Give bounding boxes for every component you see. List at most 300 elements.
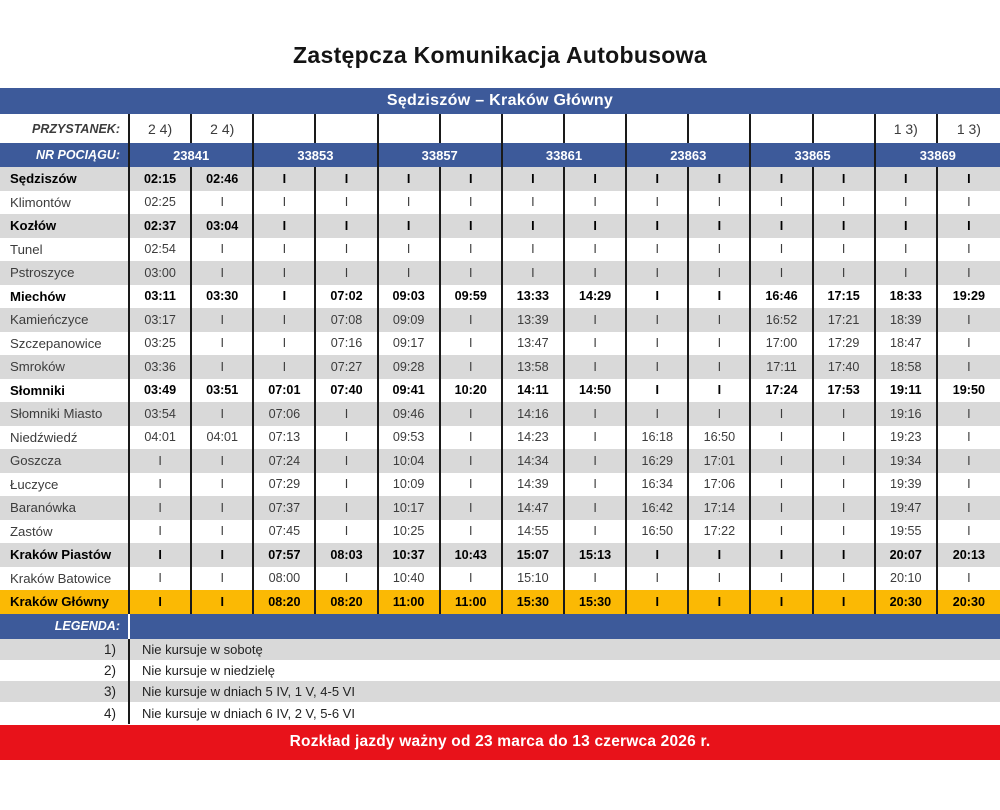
pass-mark-cell: I: [751, 402, 813, 426]
pass-mark-cell: I: [751, 238, 813, 262]
pass-mark-cell: I: [192, 402, 254, 426]
time-cell: 13:47: [503, 332, 565, 356]
pass-mark-cell: I: [814, 543, 876, 567]
pass-mark-cell: I: [876, 167, 938, 191]
time-cell: 03:36: [130, 355, 192, 379]
table-row: [0, 449, 1000, 473]
pass-mark-cell: I: [379, 167, 441, 191]
time-cell: 07:45: [254, 520, 316, 544]
train-number: 33853: [254, 143, 378, 167]
pass-mark-cell: I: [192, 449, 254, 473]
pass-mark-cell: I: [967, 171, 971, 186]
time-cell: 14:29: [565, 285, 627, 309]
time-cell: 03:54: [130, 402, 192, 426]
timetable-body: [0, 167, 1000, 614]
pass-mark-cell: I: [627, 308, 689, 332]
time-cell: 16:34: [627, 473, 689, 497]
station-name: Kraków Batowice: [0, 567, 130, 591]
pass-mark-cell: I: [814, 567, 876, 591]
time-cell: 08:03: [316, 543, 378, 567]
time-cell: 15:30: [565, 590, 627, 614]
legend-item: [0, 639, 1000, 660]
time-cell: 18:47: [876, 332, 938, 356]
pass-mark-cell: I: [316, 473, 378, 497]
pass-mark-cell: I: [441, 520, 503, 544]
legend-item-number: 3): [0, 681, 130, 702]
pass-mark-cell: I: [254, 308, 316, 332]
pass-mark-cell: I: [751, 426, 813, 450]
pass-mark-cell: I: [254, 238, 316, 262]
time-cell: 13:39: [503, 308, 565, 332]
time-cell: 03:17: [130, 308, 192, 332]
pass-mark-cell: I: [751, 261, 813, 285]
time-cell: 14:16: [503, 402, 565, 426]
time-cell: 14:11: [503, 379, 565, 403]
time-cell: 19:23: [876, 426, 938, 450]
time-cell: 14:39: [503, 473, 565, 497]
pass-mark-cell: I: [441, 567, 503, 591]
time-cell: 03:30: [192, 285, 254, 309]
time-cell: 07:06: [254, 402, 316, 426]
pass-mark-cell: I: [316, 214, 378, 238]
pass-mark-cell: I: [316, 261, 378, 285]
pass-mark-cell: I: [192, 238, 254, 262]
pass-mark-cell: I: [192, 191, 254, 215]
pass-mark-cell: I: [876, 214, 938, 238]
pass-mark-cell: I: [814, 191, 876, 215]
pass-mark-cell: I: [441, 261, 503, 285]
time-cell: 19:11: [876, 379, 938, 403]
train-number: 33857: [379, 143, 503, 167]
legend-header-spacer: [130, 614, 1000, 639]
pass-mark-cell: I: [130, 449, 192, 473]
pass-mark-cell: I: [254, 285, 316, 309]
time-cell: 03:00: [130, 261, 192, 285]
pass-mark-cell: I: [565, 567, 627, 591]
route-header-bar: [0, 88, 1000, 114]
pass-mark-cell: I: [751, 543, 813, 567]
time-cell: 07:16: [316, 332, 378, 356]
time-cell: 17:29: [814, 332, 876, 356]
time-cell: 09:03: [379, 285, 441, 309]
time-cell: 18:33: [876, 285, 938, 309]
time-cell: 14:50: [565, 379, 627, 403]
pass-mark-cell: I: [503, 191, 565, 215]
time-cell: 07:37: [254, 496, 316, 520]
pass-mark-cell: I: [689, 167, 751, 191]
time-cell: 15:10: [503, 567, 565, 591]
time-cell: 14:34: [503, 449, 565, 473]
pass-mark-cell: I: [441, 449, 503, 473]
pass-mark-cell: I: [130, 567, 192, 591]
pass-mark-cell: I: [316, 449, 378, 473]
pass-mark-cell: I: [565, 402, 627, 426]
time-cell: 08:20: [254, 590, 316, 614]
time-cell: 11:00: [379, 590, 441, 614]
stop-notes-row: [0, 114, 1000, 143]
pass-mark-cell: I: [967, 406, 971, 421]
pass-mark-cell: I: [565, 214, 627, 238]
pass-mark-cell: I: [627, 332, 689, 356]
pass-mark-cell: I: [503, 261, 565, 285]
legend-item: [0, 681, 1000, 702]
time-cell: 17:00: [751, 332, 813, 356]
time-cell: 15:07: [503, 543, 565, 567]
pass-mark-cell: I: [814, 496, 876, 520]
pass-mark-cell: I: [441, 426, 503, 450]
time-cell: 14:55: [503, 520, 565, 544]
time-cell: 16:46: [751, 285, 813, 309]
pass-mark-cell: I: [254, 167, 316, 191]
pass-mark-cell: I: [689, 191, 751, 215]
pass-mark-cell: I: [192, 332, 254, 356]
time-cell: 17:14: [689, 496, 751, 520]
pass-mark-cell: I: [441, 355, 503, 379]
time-cell: 10:40: [379, 567, 441, 591]
time-cell: 19:29: [952, 289, 986, 304]
station-name: Kamieńczyce: [0, 308, 130, 332]
pass-mark-cell: I: [192, 520, 254, 544]
table-row: [0, 285, 1000, 309]
pass-mark-cell: I: [192, 543, 254, 567]
legend-item: [0, 702, 1000, 723]
station-name: Kozłów: [0, 214, 130, 238]
station-name: Goszcza: [0, 449, 130, 473]
table-row: [0, 238, 1000, 262]
table-row: [0, 567, 1000, 591]
stop-note-cell: [379, 114, 441, 143]
pass-mark-cell: I: [967, 218, 971, 233]
time-cell: 07:01: [254, 379, 316, 403]
pass-mark-cell: I: [967, 195, 971, 210]
pass-mark-cell: I: [565, 355, 627, 379]
pass-mark-cell: I: [565, 167, 627, 191]
stop-note-cell: 2 4): [130, 114, 192, 143]
pass-mark-cell: I: [254, 355, 316, 379]
time-cell: 16:52: [751, 308, 813, 332]
legend-item-text: Nie kursuje w sobotę: [142, 641, 263, 657]
table-row: [0, 496, 1000, 520]
time-cell: 03:25: [130, 332, 192, 356]
pass-mark-cell: I: [967, 242, 971, 257]
pass-mark-cell: I: [565, 496, 627, 520]
pass-mark-cell: I: [316, 402, 378, 426]
pass-mark-cell: I: [316, 167, 378, 191]
table-row: [0, 379, 1000, 403]
pass-mark-cell: I: [627, 567, 689, 591]
time-cell: 20:30: [952, 594, 986, 609]
stop-note-cell: [689, 114, 751, 143]
time-cell: 02:37: [130, 214, 192, 238]
pass-mark-cell: I: [316, 191, 378, 215]
pass-mark-cell: I: [876, 261, 938, 285]
station-name: Sędziszów: [0, 167, 130, 191]
station-name: Baranówka: [0, 496, 130, 520]
time-cell: 19:39: [876, 473, 938, 497]
time-cell: 07:40: [316, 379, 378, 403]
pass-mark-cell: I: [689, 402, 751, 426]
train-number: 33869: [919, 147, 956, 163]
time-cell: 16:29: [627, 449, 689, 473]
time-cell: 09:59: [441, 285, 503, 309]
time-cell: 07:27: [316, 355, 378, 379]
legend-item-number: 2): [0, 660, 130, 681]
pass-mark-cell: I: [876, 191, 938, 215]
pass-mark-cell: I: [565, 238, 627, 262]
time-cell: 16:42: [627, 496, 689, 520]
time-cell: 03:04: [192, 214, 254, 238]
pass-mark-cell: I: [192, 590, 254, 614]
pass-mark-cell: I: [130, 496, 192, 520]
pass-mark-cell: I: [689, 379, 751, 403]
pass-mark-cell: I: [751, 191, 813, 215]
legend-item-number: 1): [0, 639, 130, 660]
pass-mark-cell: I: [441, 473, 503, 497]
time-cell: 14:23: [503, 426, 565, 450]
time-cell: 04:01: [130, 426, 192, 450]
table-row: [0, 191, 1000, 215]
station-name: Klimontów: [0, 191, 130, 215]
stop-note-cell: 1 3): [876, 114, 938, 143]
station-name: Słomniki: [0, 379, 130, 403]
stop-header-label: PRZYSTANEK:: [0, 114, 130, 143]
train-number: 33861: [503, 143, 627, 167]
pass-mark-cell: I: [254, 214, 316, 238]
time-cell: 09:28: [379, 355, 441, 379]
time-cell: 19:34: [876, 449, 938, 473]
table-row: [0, 167, 1000, 191]
stop-note-cell: [627, 114, 689, 143]
pass-mark-cell: I: [627, 214, 689, 238]
time-cell: 07:08: [316, 308, 378, 332]
time-cell: 15:13: [565, 543, 627, 567]
pass-mark-cell: I: [254, 191, 316, 215]
time-cell: 10:37: [379, 543, 441, 567]
time-cell: 16:18: [627, 426, 689, 450]
pass-mark-cell: I: [627, 167, 689, 191]
time-cell: 20:10: [876, 567, 938, 591]
time-cell: 09:53: [379, 426, 441, 450]
pass-mark-cell: I: [967, 430, 971, 445]
pass-mark-cell: I: [441, 332, 503, 356]
pass-mark-cell: I: [876, 238, 938, 262]
time-cell: 02:46: [192, 167, 254, 191]
station-name: Łuczyce: [0, 473, 130, 497]
pass-mark-cell: I: [814, 167, 876, 191]
time-cell: 17:21: [814, 308, 876, 332]
time-cell: 14:47: [503, 496, 565, 520]
table-row: [0, 308, 1000, 332]
time-cell: 03:11: [130, 285, 192, 309]
pass-mark-cell: I: [689, 285, 751, 309]
train-numbers-row: [0, 143, 1000, 167]
pass-mark-cell: I: [814, 449, 876, 473]
pass-mark-cell: I: [967, 477, 971, 492]
pass-mark-cell: I: [627, 191, 689, 215]
time-cell: 02:54: [130, 238, 192, 262]
pass-mark-cell: I: [441, 496, 503, 520]
table-row: [0, 426, 1000, 450]
pass-mark-cell: I: [689, 543, 751, 567]
legend-item: [0, 660, 1000, 681]
pass-mark-cell: I: [814, 214, 876, 238]
time-cell: 13:58: [503, 355, 565, 379]
pass-mark-cell: I: [967, 336, 971, 351]
station-name: Zastów: [0, 520, 130, 544]
pass-mark-cell: I: [814, 426, 876, 450]
time-cell: 19:55: [876, 520, 938, 544]
pass-mark-cell: I: [379, 238, 441, 262]
pass-mark-cell: I: [751, 473, 813, 497]
pass-mark-cell: I: [192, 567, 254, 591]
stop-note-cell: [441, 114, 503, 143]
pass-mark-cell: I: [814, 402, 876, 426]
pass-mark-cell: I: [441, 214, 503, 238]
stop-note-cell: [814, 114, 876, 143]
time-cell: 09:09: [379, 308, 441, 332]
time-cell: 19:50: [952, 383, 986, 398]
time-cell: 17:06: [689, 473, 751, 497]
time-cell: 07:24: [254, 449, 316, 473]
legend-item-text: Nie kursuje w dniach 5 IV, 1 V, 4-5 VI: [142, 684, 355, 700]
pass-mark-cell: I: [565, 308, 627, 332]
pass-mark-cell: I: [565, 191, 627, 215]
pass-mark-cell: I: [751, 520, 813, 544]
train-number: 23863: [627, 143, 751, 167]
pass-mark-cell: I: [565, 261, 627, 285]
stop-note-cell: [751, 114, 813, 143]
legend-header-bar: [0, 614, 1000, 639]
table-row: [0, 355, 1000, 379]
pass-mark-cell: I: [627, 355, 689, 379]
legend-label: LEGENDA:: [0, 614, 130, 639]
time-cell: 08:00: [254, 567, 316, 591]
pass-mark-cell: I: [441, 402, 503, 426]
table-row: [0, 590, 1000, 614]
pass-mark-cell: I: [316, 238, 378, 262]
pass-mark-cell: I: [967, 500, 971, 515]
time-cell: 10:04: [379, 449, 441, 473]
time-cell: 19:47: [876, 496, 938, 520]
pass-mark-cell: I: [967, 453, 971, 468]
pass-mark-cell: I: [967, 265, 971, 280]
pass-mark-cell: I: [689, 308, 751, 332]
pass-mark-cell: I: [689, 332, 751, 356]
table-row: [0, 520, 1000, 544]
pass-mark-cell: I: [689, 567, 751, 591]
stop-note-cell: [565, 114, 627, 143]
pass-mark-cell: I: [814, 238, 876, 262]
time-cell: 10:43: [441, 543, 503, 567]
station-name: Niedźwiedź: [0, 426, 130, 450]
time-cell: 19:16: [876, 402, 938, 426]
time-cell: 20:13: [952, 547, 986, 562]
time-cell: 15:30: [503, 590, 565, 614]
time-cell: 18:39: [876, 308, 938, 332]
pass-mark-cell: I: [316, 426, 378, 450]
route-title: Sędziszów – Kraków Główny: [386, 92, 614, 109]
station-name: Miechów: [0, 285, 130, 309]
pass-mark-cell: I: [503, 214, 565, 238]
stop-note-cell: 1 3): [956, 120, 981, 137]
time-cell: 20:07: [876, 543, 938, 567]
time-cell: 07:29: [254, 473, 316, 497]
pass-mark-cell: I: [192, 261, 254, 285]
pass-mark-cell: I: [967, 524, 971, 539]
pass-mark-cell: I: [751, 590, 813, 614]
legend-items: [0, 639, 1000, 724]
pass-mark-cell: I: [689, 590, 751, 614]
pass-mark-cell: I: [130, 543, 192, 567]
pass-mark-cell: I: [689, 261, 751, 285]
pass-mark-cell: I: [814, 473, 876, 497]
time-cell: 17:53: [814, 379, 876, 403]
pass-mark-cell: I: [814, 590, 876, 614]
pass-mark-cell: I: [316, 496, 378, 520]
pass-mark-cell: I: [192, 473, 254, 497]
time-cell: 16:50: [689, 426, 751, 450]
pass-mark-cell: I: [565, 332, 627, 356]
time-cell: 17:40: [814, 355, 876, 379]
legend-item-number: 4): [0, 702, 130, 723]
pass-mark-cell: I: [689, 238, 751, 262]
pass-mark-cell: I: [192, 355, 254, 379]
time-cell: 17:22: [689, 520, 751, 544]
pass-mark-cell: I: [751, 449, 813, 473]
pass-mark-cell: I: [441, 167, 503, 191]
pass-mark-cell: I: [967, 571, 971, 586]
time-cell: 20:30: [876, 590, 938, 614]
validity-text: Rozkład jazdy ważny od 23 marca do 13 czerwca 2026 r.: [289, 733, 711, 751]
time-cell: 13:33: [503, 285, 565, 309]
pass-mark-cell: I: [130, 520, 192, 544]
time-cell: 04:01: [192, 426, 254, 450]
pass-mark-cell: I: [627, 379, 689, 403]
pass-mark-cell: I: [627, 402, 689, 426]
pass-mark-cell: I: [379, 191, 441, 215]
stop-note-cell: 2 4): [192, 114, 254, 143]
time-cell: 02:25: [130, 191, 192, 215]
pass-mark-cell: I: [441, 308, 503, 332]
time-cell: 09:17: [379, 332, 441, 356]
table-row: [0, 214, 1000, 238]
time-cell: 03:51: [192, 379, 254, 403]
time-cell: 17:01: [689, 449, 751, 473]
station-name: Pstroszyce: [0, 261, 130, 285]
table-row: [0, 402, 1000, 426]
pass-mark-cell: I: [627, 543, 689, 567]
time-cell: 07:02: [316, 285, 378, 309]
time-cell: 10:25: [379, 520, 441, 544]
pass-mark-cell: I: [192, 496, 254, 520]
pass-mark-cell: I: [627, 261, 689, 285]
time-cell: 16:50: [627, 520, 689, 544]
time-cell: 07:57: [254, 543, 316, 567]
time-cell: 18:58: [876, 355, 938, 379]
pass-mark-cell: I: [751, 214, 813, 238]
station-name: Słomniki Miasto: [0, 402, 130, 426]
time-cell: 17:24: [751, 379, 813, 403]
validity-footer-bar: [0, 725, 1000, 760]
pass-mark-cell: I: [627, 590, 689, 614]
stop-note-cell: [503, 114, 565, 143]
table-row: [0, 543, 1000, 567]
pass-mark-cell: I: [751, 167, 813, 191]
pass-mark-cell: I: [751, 567, 813, 591]
time-cell: 11:00: [441, 590, 503, 614]
time-cell: 03:49: [130, 379, 192, 403]
station-name: Szczepanowice: [0, 332, 130, 356]
